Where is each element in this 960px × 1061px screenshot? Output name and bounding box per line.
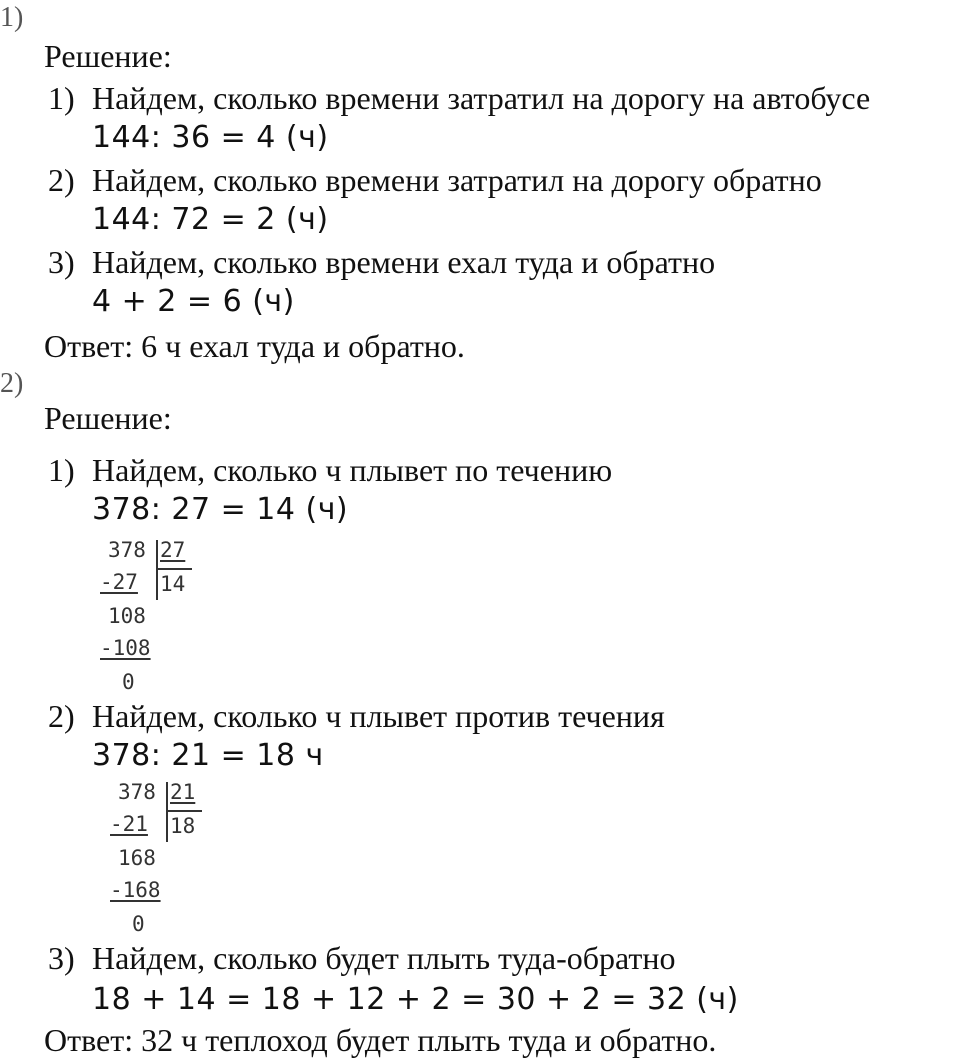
dividend: 378 xyxy=(108,538,146,562)
subtrahend: -168 xyxy=(110,878,161,902)
step-number: 1) xyxy=(48,452,75,488)
division-bracket xyxy=(156,540,158,600)
step-text: Найдем, сколько времени ехал туда и обратно xyxy=(92,244,716,280)
part-marker: 1) xyxy=(0,2,24,33)
remainder: 0 xyxy=(122,670,135,694)
subtrahend: -108 xyxy=(100,636,151,660)
step-expression: 144: 36 = 4 (ч) xyxy=(92,120,329,155)
step-number: 2) xyxy=(48,162,75,198)
division-bar xyxy=(156,568,192,570)
part-marker: 2) xyxy=(0,368,24,399)
solution-heading: Решение: xyxy=(44,38,172,74)
step-text: Найдем, сколько ч плывет против течения xyxy=(92,698,665,734)
step-expression: 18 + 14 = 18 + 12 + 2 = 30 + 2 = 32 (ч) xyxy=(92,982,739,1017)
answer-text: Ответ: 6 ч ехал туда и обратно. xyxy=(44,328,465,364)
dividend: 378 xyxy=(118,780,156,804)
divisor: 27 xyxy=(160,538,186,562)
step-text: Найдем, сколько времени затратил на дорогу обратно xyxy=(92,162,822,198)
step-text: Найдем, сколько будет плыть туда-обратно xyxy=(92,940,676,976)
remainder: 0 xyxy=(132,912,145,936)
long-division xyxy=(100,540,210,695)
step-number: 1) xyxy=(48,80,75,116)
division-bar xyxy=(166,810,202,812)
step-number: 3) xyxy=(48,244,75,280)
remainder: 108 xyxy=(108,604,146,628)
step-expression: 378: 27 = 14 (ч) xyxy=(92,492,349,527)
step-expression: 378: 21 = 18 ч xyxy=(92,738,324,773)
quotient: 14 xyxy=(160,572,186,596)
answer-text: Ответ: 32 ч теплоход будет плыть туда и обратно. xyxy=(44,1022,717,1058)
quotient: 18 xyxy=(170,814,196,838)
step-number: 2) xyxy=(48,698,75,734)
division-bracket xyxy=(166,782,168,842)
long-division xyxy=(110,782,220,937)
divisor: 21 xyxy=(170,780,196,804)
step-text: Найдем, сколько ч плывет по течению xyxy=(92,452,613,488)
step-text: Найдем, сколько времени затратил на дорогу на автобусе xyxy=(92,80,871,116)
step-number: 3) xyxy=(48,940,75,976)
step-expression: 4 + 2 = 6 (ч) xyxy=(92,284,295,319)
subtrahend: -21 xyxy=(110,812,148,836)
step-expression: 144: 72 = 2 (ч) xyxy=(92,202,329,237)
remainder: 168 xyxy=(118,846,156,870)
subtrahend: -27 xyxy=(100,570,138,594)
solution-heading: Решение: xyxy=(44,400,172,436)
